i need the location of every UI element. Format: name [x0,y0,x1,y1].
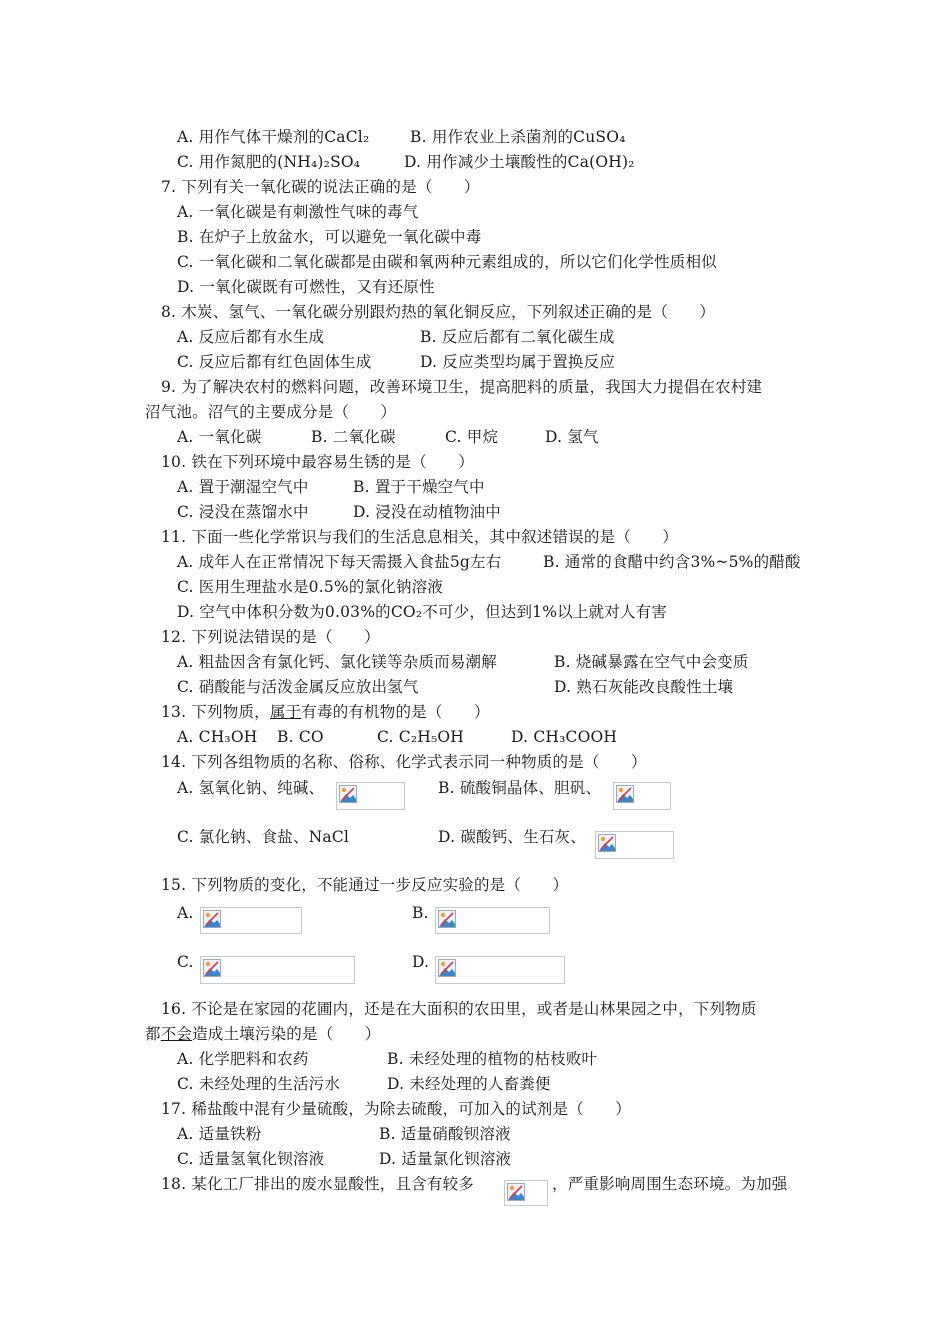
q9-option-a: A. 一氧化碳 [177,428,262,446]
formula-image-placeholder [595,831,674,859]
q13-stem-pre: 13. 下列物质， [161,703,270,721]
q7-option-b: B. 在炉子上放盆水，可以避免一氧化碳中毒 [177,228,482,246]
q13-option-b: B. CO [277,728,324,746]
q16-option-d: D. 未经处理的人畜粪便 [387,1075,551,1093]
reaction-image-placeholder [435,956,565,984]
q15-stem: 15. 下列物质的变化，不能通过一步反应实验的是（ ） [161,876,569,894]
q15-option-a: A. [177,904,194,922]
q6-option-d: D. 用作减少土壤酸性的Ca(OH)₂ [404,153,635,171]
q7-stem: 7. 下列有关一氧化碳的说法正确的是（ ） [161,178,480,196]
q17-stem: 17. 稀盐酸中混有少量硫酸，为除去硫酸，可加入的试剂是（ ） [161,1100,631,1118]
q16-stem-post: 造成土壤污染的是（ ） [192,1025,381,1043]
broken-image-icon [203,959,221,977]
q7-option-c: C. 一氧化碳和二氧化碳都是由碳和氧两种元素组成的，所以它们化学性质相似 [177,253,717,271]
q10-stem: 10. 铁在下列环境中最容易生锈的是（ ） [161,453,474,471]
q7-option-d: D. 一氧化碳既有可燃性，又有还原性 [177,278,435,296]
q14-option-b: B. 硫酸铜晶体、胆矾、 [438,779,602,797]
q14-option-a: A. 氢氧化钠、纯碱、 [177,779,325,797]
q13-stem [161,702,490,722]
broken-image-icon [616,785,634,803]
q10-option-d: D. 浸没在动植物油中 [353,503,501,521]
q9-option-b: B. 二氧化碳 [311,428,396,446]
q16-option-a: A. 化学肥料和农药 [177,1050,309,1068]
q6-option-b: B. 用作农业上杀菌剂的CuSO₄ [410,128,626,146]
reaction-image-placeholder [200,907,302,934]
q11-option-c: C. 医用生理盐水是0.5%的氯化钠溶液 [177,578,444,596]
q16-stem-underlined: 不会 [160,1025,193,1043]
q14-stem: 14. 下列各组物质的名称、俗称、化学式表示同一种物质的是（ ） [161,753,647,771]
formula-image-placeholder [613,782,671,810]
q10-option-b: B. 置于干燥空气中 [353,478,485,496]
formula-image-placeholder [336,782,405,810]
q8-option-c: C. 反应后都有红色固体生成 [177,353,372,371]
q8-option-a: A. 反应后都有水生成 [177,328,325,346]
q13-stem-underlined: 属于 [269,703,302,721]
q15-option-d: D. [412,953,430,971]
q17-option-c: C. 适量氢氧化钡溶液 [177,1150,325,1168]
broken-image-icon [203,910,221,928]
ion-formula-placeholder [504,1180,548,1206]
q18-stem-pre: 18. 某化工厂排出的废水显酸性，且含有较多 [161,1175,474,1193]
q17-option-a: A. 适量铁粉 [177,1125,262,1143]
q16-option-b: B. 未经处理的植物的枯枝败叶 [387,1050,598,1068]
q14-option-c: C. 氯化钠、食盐、NaCl [177,828,350,846]
q10-option-a: A. 置于潮湿空气中 [177,478,309,496]
q9-option-c: C. 甲烷 [445,428,499,446]
q9-option-d: D. 氢气 [545,428,599,446]
broken-image-icon [507,1183,525,1201]
q8-option-d: D. 反应类型均属于置换反应 [420,353,616,371]
q11-stem: 11. 下面一些化学常识与我们的生活息息相关，其中叙述错误的是（ ） [161,528,679,546]
q12-option-b: B. 烧碱暴露在空气中会变质 [554,653,749,671]
q12-option-a: A. 粗盐因含有氯化钙、氯化镁等杂质而易潮解 [177,653,497,671]
q13-option-d: D. CH₃COOH [511,728,618,746]
q17-option-b: B. 适量硝酸钡溶液 [379,1125,511,1143]
reaction-image-placeholder [200,956,355,984]
q11-option-d: D. 空气中体积分数为0.03%的CO₂不可少，但达到1%以上就对人有害 [177,603,668,621]
q15-option-c: C. [177,953,194,971]
broken-image-icon [598,834,616,852]
q17-option-d: D. 适量氯化钡溶液 [379,1150,512,1168]
q6-option-a: A. 用作气体干燥剂的CaCl₂ [177,128,370,146]
reaction-image-placeholder [435,907,550,934]
broken-image-icon [438,910,456,928]
q11-option-b: B. 通常的食醋中约含3%~5%的醋酸 [543,553,801,571]
q16-option-c: C. 未经处理的生活污水 [177,1075,341,1093]
q12-option-d: D. 熟石灰能改良酸性土壤 [554,678,734,696]
q9-stem-line1: 9. 为了解决农村的燃料问题，改善环境卫生，提高肥料的质量，我国大力提倡在农村建 [161,378,763,396]
q16-stem-pre: 都 [145,1025,161,1043]
q12-stem: 12. 下列说法错误的是（ ） [161,628,380,646]
q13-option-a: A. CH₃OH [177,728,258,746]
q15-option-b: B. [412,904,429,922]
q12-option-c: C. 硝酸能与活泼金属反应放出氢气 [177,678,419,696]
q8-option-b: B. 反应后都有二氧化碳生成 [420,328,615,346]
q6-option-c: C. 用作氮肥的(NH₄)₂SO₄ [177,153,361,171]
q7-option-a: A. 一氧化碳是有刺激性气味的毒气 [177,203,419,221]
q13-option-c: C. C₂H₅OH [377,728,464,746]
q9-stem-line2: 沼气池。沼气的主要成分是（ ） [145,403,397,421]
q16-stem-line2 [145,1024,381,1044]
q11-option-a: A. 成年人在正常情况下每天需摄入食盐5g左右 [177,553,502,571]
q18-stem-post: ，严重影响周围生态环境。为加强 [552,1175,788,1193]
q13-stem-post: 有毒的有机物的是（ ） [301,703,490,721]
q10-option-c: C. 浸没在蒸馏水中 [177,503,309,521]
broken-image-icon [339,785,357,803]
broken-image-icon [438,959,456,977]
q14-option-d: D. 碳酸钙、生石灰、 [438,828,586,846]
q8-stem: 8. 木炭、氢气、一氧化碳分别跟灼热的氧化铜反应，下列叙述正确的是（ ） [161,303,716,321]
q16-stem-line1: 16. 不论是在家园的花圃内，还是在大面积的农田里，或者是山林果园之中，下列物质 [161,1000,757,1018]
